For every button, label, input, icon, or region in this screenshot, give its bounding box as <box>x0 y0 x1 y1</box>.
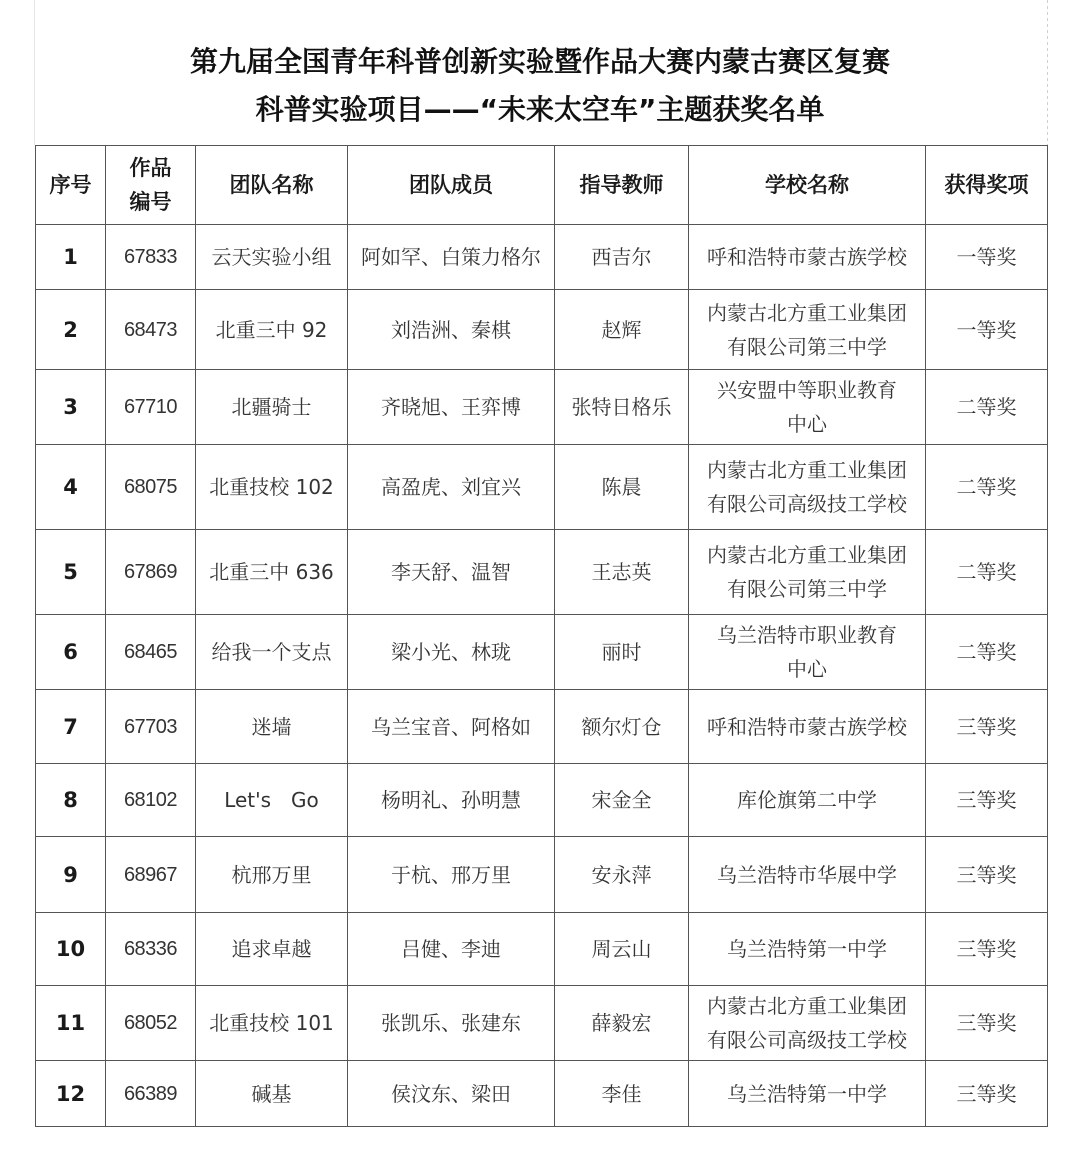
cell-team-name: 云天实验小组 <box>196 225 348 290</box>
cell-school-line1: 库伦旗第二中学 <box>737 788 877 812</box>
cell-members: 刘浩洲、秦棋 <box>348 290 555 370</box>
table-row <box>36 1061 1048 1127</box>
cell-school <box>689 445 926 530</box>
cell-index: 7 <box>36 690 106 764</box>
cell-school-line1: 兴安盟中等职业教育 <box>717 378 897 402</box>
cell-teacher: 周云山 <box>555 913 689 986</box>
table-row <box>36 290 1048 370</box>
cell-team-name: 北重技校 101 <box>196 986 348 1061</box>
cell-teacher: 赵辉 <box>555 290 689 370</box>
cell-award: 一等奖 <box>926 290 1048 370</box>
cell-team-name: 迷墙 <box>196 690 348 764</box>
table-row <box>36 445 1048 530</box>
cell-teacher: 薛毅宏 <box>555 986 689 1061</box>
cell-school <box>689 764 926 837</box>
cell-school-line1: 内蒙古北方重工业集团 <box>707 300 907 325</box>
cell-school-line1: 乌兰浩特市职业教育 <box>717 623 897 647</box>
cell-school-line1: 呼和浩特市蒙古族学校 <box>707 714 907 739</box>
cell-members: 吕健、李迪 <box>348 913 555 986</box>
cell-index: 3 <box>36 370 106 445</box>
document-subtitle: 科普实验项目——“未来太空车”主题获奖名单 <box>255 93 825 126</box>
cell-award: 二等奖 <box>926 530 1048 615</box>
table-row <box>36 837 1048 913</box>
header-index: 序号 <box>36 146 106 225</box>
cell-work-id: 68967 <box>106 837 196 913</box>
cell-award: 一等奖 <box>926 225 1048 290</box>
award-table <box>35 145 1048 1127</box>
cell-teacher: 额尔灯仓 <box>555 690 689 764</box>
cell-index: 2 <box>36 290 106 370</box>
cell-school-line2: 有限公司高级技工学校 <box>707 492 907 516</box>
cell-index: 9 <box>36 837 106 913</box>
cell-school-line1: 内蒙古北方重工业集团 <box>707 994 907 1018</box>
header-work-id <box>106 146 196 225</box>
header-team-name: 团队名称 <box>196 146 348 225</box>
cell-school-line1: 乌兰浩特第一中学 <box>727 937 887 961</box>
cell-index: 12 <box>36 1061 106 1127</box>
cell-team-name: 碱基 <box>196 1061 348 1127</box>
cell-school <box>689 690 926 764</box>
cell-index: 5 <box>36 530 106 615</box>
cell-teacher: 王志英 <box>555 530 689 615</box>
cell-members: 乌兰宝音、阿格如 <box>348 690 555 764</box>
cell-school-line2: 有限公司高级技工学校 <box>707 1028 907 1052</box>
cell-members: 李天舒、温智 <box>348 530 555 615</box>
cell-school-line2: 中心 <box>787 657 827 681</box>
cell-award: 三等奖 <box>926 764 1048 837</box>
cell-index: 1 <box>36 225 106 290</box>
cell-school <box>689 370 926 445</box>
header-award: 获得奖项 <box>926 146 1048 225</box>
cell-award: 三等奖 <box>926 986 1048 1061</box>
table-row <box>36 986 1048 1061</box>
cell-teacher: 西吉尔 <box>555 225 689 290</box>
document-title: 第九届全国青年科普创新实验暨作品大赛内蒙古赛区复赛 <box>189 45 890 78</box>
table-row <box>36 913 1048 986</box>
cell-work-id: 67710 <box>106 370 196 445</box>
cell-work-id: 67703 <box>106 690 196 764</box>
cell-members: 杨明礼、孙明慧 <box>348 764 555 837</box>
cell-teacher: 安永萍 <box>555 837 689 913</box>
cell-work-id: 68052 <box>106 986 196 1061</box>
cell-members: 齐晓旭、王弈博 <box>348 370 555 445</box>
cell-school-line1: 内蒙古北方重工业集团 <box>707 543 907 567</box>
cell-school-line1: 乌兰浩特市华展中学 <box>717 862 897 887</box>
cell-work-id: 67869 <box>106 530 196 615</box>
cell-work-id: 68336 <box>106 913 196 986</box>
cell-school <box>689 290 926 370</box>
cell-school-line1: 呼和浩特市蒙古族学校 <box>707 245 907 269</box>
cell-teacher: 丽时 <box>555 615 689 690</box>
cell-index: 10 <box>36 913 106 986</box>
cell-teacher: 宋金全 <box>555 764 689 837</box>
cell-school-line2: 有限公司第三中学 <box>727 334 887 359</box>
cell-award: 二等奖 <box>926 445 1048 530</box>
cell-index: 8 <box>36 764 106 837</box>
cell-team-name: 给我一个支点 <box>196 615 348 690</box>
cell-school-line1: 乌兰浩特第一中学 <box>727 1081 887 1106</box>
table-row <box>36 690 1048 764</box>
cell-school <box>689 615 926 690</box>
cell-school <box>689 530 926 615</box>
header-work-id-line2: 编号 <box>129 190 172 214</box>
cell-team-name: Let's Go <box>196 764 348 837</box>
cell-award: 二等奖 <box>926 615 1048 690</box>
cell-members: 梁小光、林珑 <box>348 615 555 690</box>
cell-work-id: 68075 <box>106 445 196 530</box>
cell-team-name: 北重三中 92 <box>196 290 348 370</box>
header-members: 团队成员 <box>348 146 555 225</box>
cell-team-name: 北重技校 102 <box>196 445 348 530</box>
header-teacher: 指导教师 <box>555 146 689 225</box>
cell-school-line2: 有限公司第三中学 <box>727 577 887 601</box>
cell-members: 侯汶东、梁田 <box>348 1061 555 1127</box>
table-row <box>36 225 1048 290</box>
header-school: 学校名称 <box>689 146 926 225</box>
cell-award: 二等奖 <box>926 370 1048 445</box>
cell-school <box>689 225 926 290</box>
cell-award: 三等奖 <box>926 690 1048 764</box>
header-work-id-line1: 作品 <box>129 156 172 180</box>
cell-members: 阿如罕、白策力格尔 <box>348 225 555 290</box>
cell-index: 6 <box>36 615 106 690</box>
cell-index: 4 <box>36 445 106 530</box>
cell-work-id: 68102 <box>106 764 196 837</box>
cell-school <box>689 1061 926 1127</box>
cell-school <box>689 986 926 1061</box>
cell-team-name: 北重三中 636 <box>196 530 348 615</box>
cell-work-id: 68465 <box>106 615 196 690</box>
cell-work-id: 66389 <box>106 1061 196 1127</box>
cell-school <box>689 837 926 913</box>
cell-school-line2: 中心 <box>787 412 827 436</box>
table-header-row <box>36 146 1048 225</box>
cell-teacher: 李佳 <box>555 1061 689 1127</box>
cell-teacher: 张特日格乐 <box>555 370 689 445</box>
cell-index: 11 <box>36 986 106 1061</box>
cell-members: 于杭、邢万里 <box>348 837 555 913</box>
cell-team-name: 杭邢万里 <box>196 837 348 913</box>
cell-team-name: 追求卓越 <box>196 913 348 986</box>
cell-team-name: 北疆骑士 <box>196 370 348 445</box>
table-row <box>36 615 1048 690</box>
cell-school-line1: 内蒙古北方重工业集团 <box>707 458 907 482</box>
cell-teacher: 陈晨 <box>555 445 689 530</box>
cell-work-id: 67833 <box>106 225 196 290</box>
cell-school <box>689 913 926 986</box>
cell-work-id: 68473 <box>106 290 196 370</box>
table-row <box>36 370 1048 445</box>
table-row <box>36 530 1048 615</box>
table-row <box>36 764 1048 837</box>
cell-award: 三等奖 <box>926 1061 1048 1127</box>
cell-award: 三等奖 <box>926 913 1048 986</box>
cell-award: 三等奖 <box>926 837 1048 913</box>
cell-members: 张凯乐、张建东 <box>348 986 555 1061</box>
cell-members: 高盈虎、刘宜兴 <box>348 445 555 530</box>
